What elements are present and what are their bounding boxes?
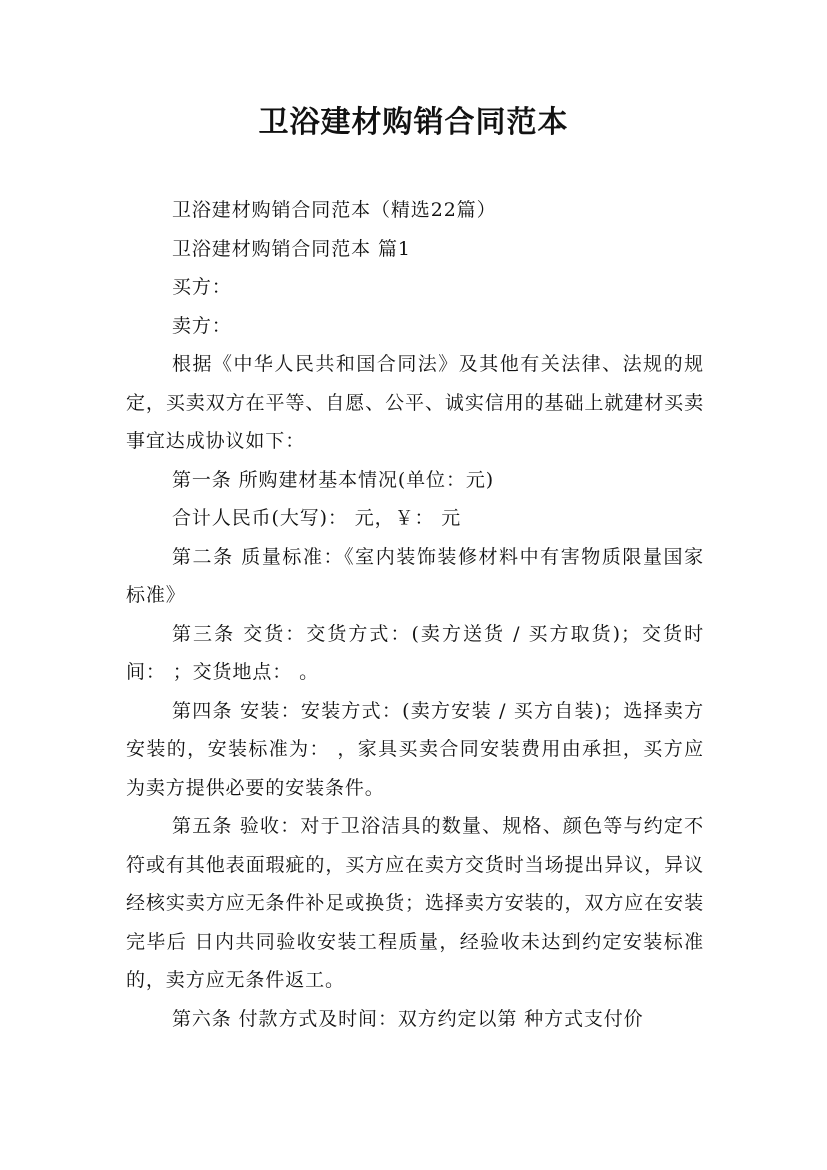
document-title: 卫浴建材购销合同范本: [258, 105, 569, 140]
paragraph-seller: 卖方：: [172, 314, 232, 337]
paragraph-article-2: 第二条 质量标准：《室内装饰装修材料中有害物质限量国家标准》: [126, 545, 704, 606]
paragraph-section-heading: 卫浴建材购销合同范本 篇1: [172, 237, 411, 260]
paragraph-total: 合计人民币(大写)： 元，￥： 元: [172, 507, 462, 529]
paragraph-article-1: 第一条 所购建材基本情况(单位：元): [172, 468, 495, 491]
paragraph-article-5: 第五条 验收：对于卫浴洁具的数量、规格、颜色等与约定不符或有其他表面瑕疵的，买方应在卖方交货时当场提出异议，异议经核实卖方应无条件补足或换货；选择卖方安装的，双方应在安装完毕后 日内共同验收安装工程质量，经验收未达到约定安装标准的，卖方应无条件返工。: [126, 815, 704, 991]
paragraph-subtitle: 卫浴建材购销合同范本（精选22篇）: [172, 199, 497, 221]
document-body: [126, 191, 704, 1038]
paragraph-preamble: 根据《中华人民共和国合同法》及其他有关法律、法规的规定，买卖双方在平等、自愿、公平、诚实信用的基础上就建材买卖事宜达成协议如下：: [126, 353, 704, 452]
paragraph-article-3: 第三条 交货：交货方式：(卖方送货 / 买方取货)；交货时间： ；交货地点： 。: [126, 622, 704, 683]
paragraph-buyer: 买方：: [172, 276, 232, 298]
paragraph-article-4: 第四条 安装：安装方式：(卖方安装 / 买方自装)；选择卖方安装的，安装标准为： ，家具买卖合同安装费用由承担，买方应为卖方提供必要的安装条件。: [126, 699, 704, 799]
paragraph-article-6: 第六条 付款方式及时间：双方约定以第 种方式支付价: [172, 1007, 644, 1030]
